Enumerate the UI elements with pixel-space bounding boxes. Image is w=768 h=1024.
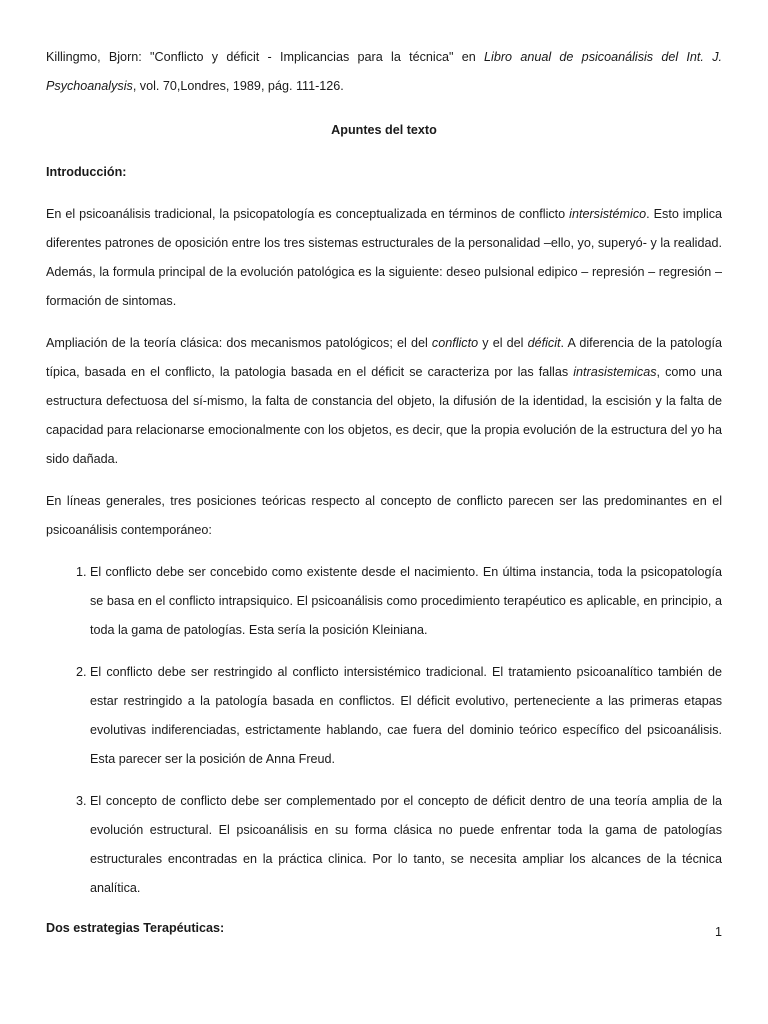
paragraph-2-text-b: y el del [478, 336, 528, 350]
paragraph-1-text-b: . Esto implica diferentes patrones de oposición entre los tres sistemas estructurales de la personalidad –ello, yo, superyó- y la realidad. Además, la formula principal de la evolución patológica es la siguiente: deseo pulsional edipico – represión – regresión – formación de sintomas. [46, 207, 722, 308]
citation [46, 43, 722, 101]
paragraph-1-text-a: En el psicoanálisis tradicional, la psicopatología es conceptualizada en términos de conflicto [46, 207, 570, 221]
citation-connector: en [453, 50, 485, 64]
citation-book: Libro anual de psicoanálisis del Int. J. Psychoanalysis [46, 50, 723, 93]
paragraph-3: En líneas generales, tres posiciones teóricas respecto al concepto de conflicto parecen ser las predominantes en el psicoanálisis contemporáneo: [46, 494, 722, 537]
document-page [46, 43, 722, 943]
list-item: 3. El concepto de conflicto debe ser complementado por el concepto de déficit dentro de una teoría amplia de la evolución estructural. El psicoanálisis en su forma clásica no puede enfrentar toda la gama de patologías estructurales encontradas en la práctica clinica. Por lo tanto, se necesita ampliar los alcances de la técnica analítica. [90, 787, 722, 903]
list-item: 1. El conflicto debe ser concebido como existente desde el nacimiento. En última instancia, toda la psicopatología se basa en el conflicto intrapsiquico. El psicoanálisis como procedimiento terapéutico es aplicable, en principio, a toda la gama de patologías. Esta sería la posición Kleiniana. [90, 558, 722, 645]
paragraph-2-emphasis-2: déficit [527, 336, 561, 350]
paragraph-2 [46, 329, 722, 474]
section-title: Apuntes del texto [331, 123, 437, 137]
intro-heading: Introducción: [46, 165, 127, 179]
paragraph-2-text-d: , como una estructura defectuosa del sí-mismo, la falta de constancia del objeto, la difusión de la identidad, la escisión y la falta de capacidad para relacionarse emocionalmente con los objetos, es decir, que la propia evolución de la estructura del yo ha sido dañada. [46, 365, 722, 466]
therapeutic-strategies-heading: Dos estrategias Terapéuticas: [46, 921, 225, 935]
positions-list [46, 558, 722, 903]
page-number: 1 [714, 925, 722, 939]
citation-authors: Killingmo, Bjorn: [46, 50, 151, 64]
paragraph-2-emphasis-3: intrasistemicas [573, 365, 657, 379]
list-item: 2. El conflicto debe ser restringido al conflicto intersistémico tradicional. El tratamiento psicoanalítico también de estar restringido a la patología basada en conflictos. El déficit evolutivo, perteneciente a las primeras etapas evolutivas indiferenciadas, estrictamente hablando, cae fuera del dominio teórico específico del psicoanálisis. Esta parecer ser la posición de Anna Freud. [90, 658, 722, 774]
paragraph-1 [46, 200, 722, 316]
citation-title: "Conflicto y déficit - Implicancias para la técnica" [150, 50, 454, 64]
paragraph-1-emphasis: intersistémico [569, 207, 647, 221]
paragraph-2-text-a: Ampliación de la teoría clásica: dos mecanismos patológicos; el del [46, 336, 432, 350]
paragraph-2-emphasis-1: conflicto [431, 336, 479, 350]
citation-details: , vol. 70,Londres, 1989, pág. 111-126. [132, 79, 344, 93]
paragraph-2-text-c: . A diferencia de la patología típica, basada en el conflicto, la patologia basada en el déficit se caracteriza por las fallas [46, 336, 722, 379]
